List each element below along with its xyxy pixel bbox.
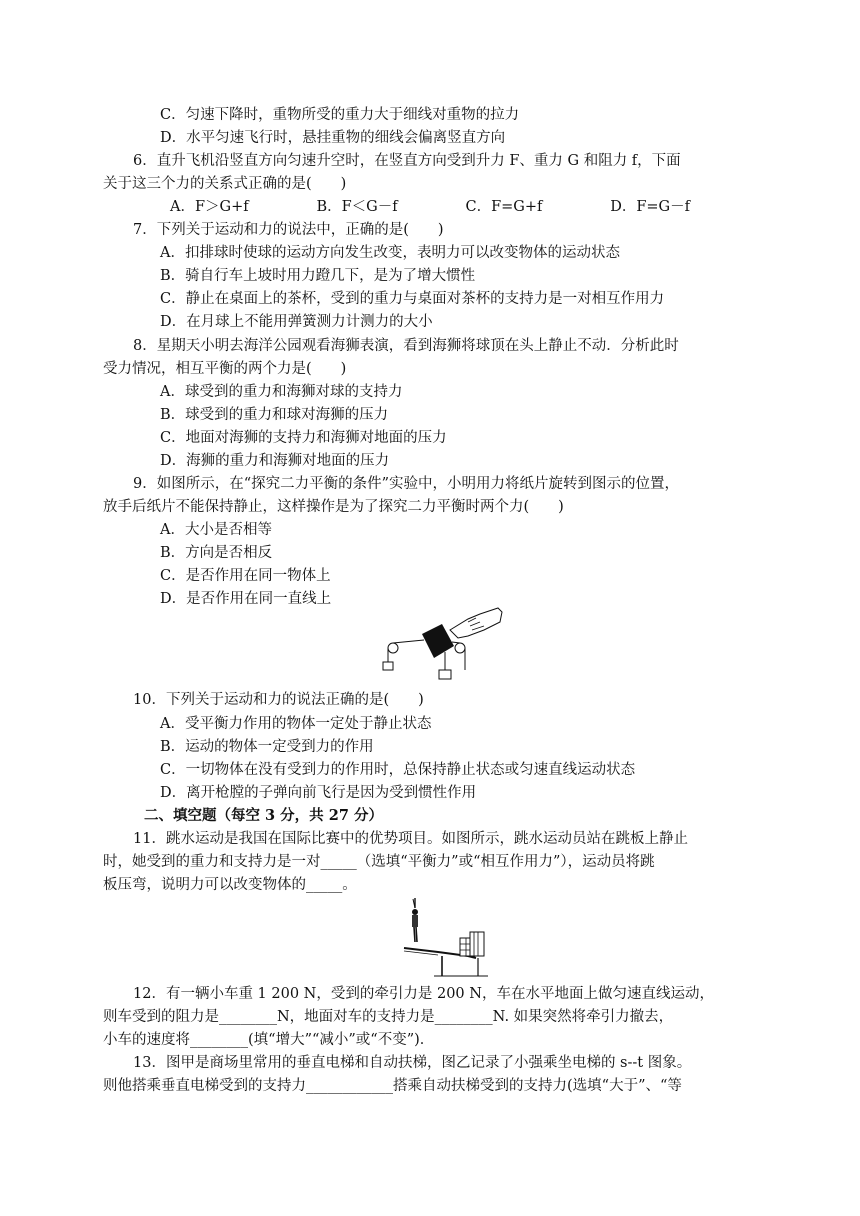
q11-stem-cont2: 板压弯，说明力可以改变物体的_____。 bbox=[103, 877, 357, 893]
q8-stem: 8．星期天小明去海洋公园观看海狮表演，看到海狮将球顶在头上静止不动．分析此时 bbox=[133, 338, 679, 354]
q12-stem-cont2: 小车的速度将________(填“增大”“减小”或“不变”)． bbox=[103, 1032, 435, 1048]
q9-stem: 9．如图所示，在“探究二力平衡的条件”实验中，小明用力将纸片旋转到图示的位置， bbox=[133, 476, 680, 492]
q8-option-a: A．球受到的重力和海狮对球的支持力 bbox=[160, 384, 403, 400]
q8-option-d: D．海狮的重力和海狮对地面的压力 bbox=[160, 453, 390, 469]
q6-option-a: A．F＞G+f bbox=[170, 199, 249, 215]
q12-stem: 12．有一辆小车重 1 200 N，受到的牵引力是 200 N，车在水平地面上做匀速直线运动， bbox=[133, 986, 714, 1002]
q6-option-d: D．F=G－f bbox=[610, 199, 690, 215]
q6-options bbox=[170, 197, 690, 217]
q13-stem-cont: 则他搭乘垂直电梯受到的支持力____________搭乘自动扶梯受到的支持力(选填“大于”、“等 bbox=[103, 1078, 682, 1094]
section-heading-fill-in: 二、填空题（每空 3 分，共 27 分） bbox=[144, 807, 383, 824]
q10-option-a: A．受平衡力作用的物体一定处于静止状态 bbox=[160, 716, 432, 732]
q8-option-b: B．球受到的重力和球对海狮的压力 bbox=[160, 407, 389, 423]
q9-option-a: A．大小是否相等 bbox=[160, 522, 272, 538]
q6-option-b: B．F＜G－f bbox=[316, 199, 398, 215]
q11-stem: 11．跳水运动是我国在国际比赛中的优势项目。如图所示，跳水运动员站在跳板上静止 bbox=[133, 831, 688, 847]
q8-stem-cont: 受力情况，相互平衡的两个力是( ) bbox=[103, 361, 347, 377]
q10-option-d: D．离开枪膛的子弹向前飞行是因为受到惯性作用 bbox=[160, 785, 477, 801]
q6-option-c: C．F=G+f bbox=[465, 199, 543, 215]
q5-option-c: C．匀速下降时，重物所受的重力大于细线对重物的拉力 bbox=[160, 107, 520, 123]
q7-option-d: D．在月球上不能用弹簧测力计测力的大小 bbox=[160, 314, 433, 330]
q6-stem: 6．直升飞机沿竖直方向匀速升空时，在竖直方向受到升力 F、重力 G 和阻力 f，下面 bbox=[133, 153, 681, 169]
q8-option-c: C．地面对海狮的支持力和海狮对地面的压力 bbox=[160, 430, 447, 446]
q7-option-c: C．静止在桌面上的茶杯，受到的重力与桌面对茶杯的支持力是一对相互作用力 bbox=[160, 291, 665, 307]
q10-option-b: B．运动的物体一定受到力的作用 bbox=[160, 739, 374, 755]
q6-stem-cont: 关于这三个力的关系式正确的是( ) bbox=[103, 176, 347, 192]
q9-option-d: D．是否作用在同一直线上 bbox=[160, 591, 332, 607]
diver-springboard-figure bbox=[398, 896, 492, 978]
q11-stem-cont: 时，她受到的重力和支持力是一对_____（选填“平衡力”或“相互作用力”），运动员将跳 bbox=[103, 854, 655, 870]
q10-stem: 10．下列关于运动和力的说法正确的是( ) bbox=[133, 692, 424, 708]
q10-option-c: C．一切物体在没有受到力的作用时，总保持静止状态或匀速直线运动状态 bbox=[160, 762, 636, 778]
q7-stem: 7．下列关于运动和力的说法中，正确的是( ) bbox=[133, 222, 444, 238]
q12-stem-cont: 则车受到的阻力是________N，地面对车的支持力是________N. 如果突然将牵引力撤去， bbox=[103, 1009, 674, 1025]
q7-option-b: B．骑自行车上坡时用力蹬几下，是为了增大惯性 bbox=[160, 268, 476, 284]
q9-stem-cont: 放手后纸片不能保持静止，这样操作是为了探究二力平衡时两个力( ) bbox=[103, 499, 564, 515]
q5-option-d: D．水平匀速飞行时，悬挂重物的细线会偏离竖直方向 bbox=[160, 130, 506, 146]
q7-option-a: A．扣排球时使球的运动方向发生改变，表明力可以改变物体的运动状态 bbox=[160, 245, 620, 261]
q9-option-c: C．是否作用在同一物体上 bbox=[160, 568, 331, 584]
hand-card-pulley-figure bbox=[376, 604, 504, 686]
q9-option-b: B．方向是否相反 bbox=[160, 545, 273, 561]
q13-stem: 13．图甲是商场里常用的垂直电梯和自动扶梯，图乙记录了小强乘坐电梯的 s--t 图象。 bbox=[133, 1055, 692, 1071]
